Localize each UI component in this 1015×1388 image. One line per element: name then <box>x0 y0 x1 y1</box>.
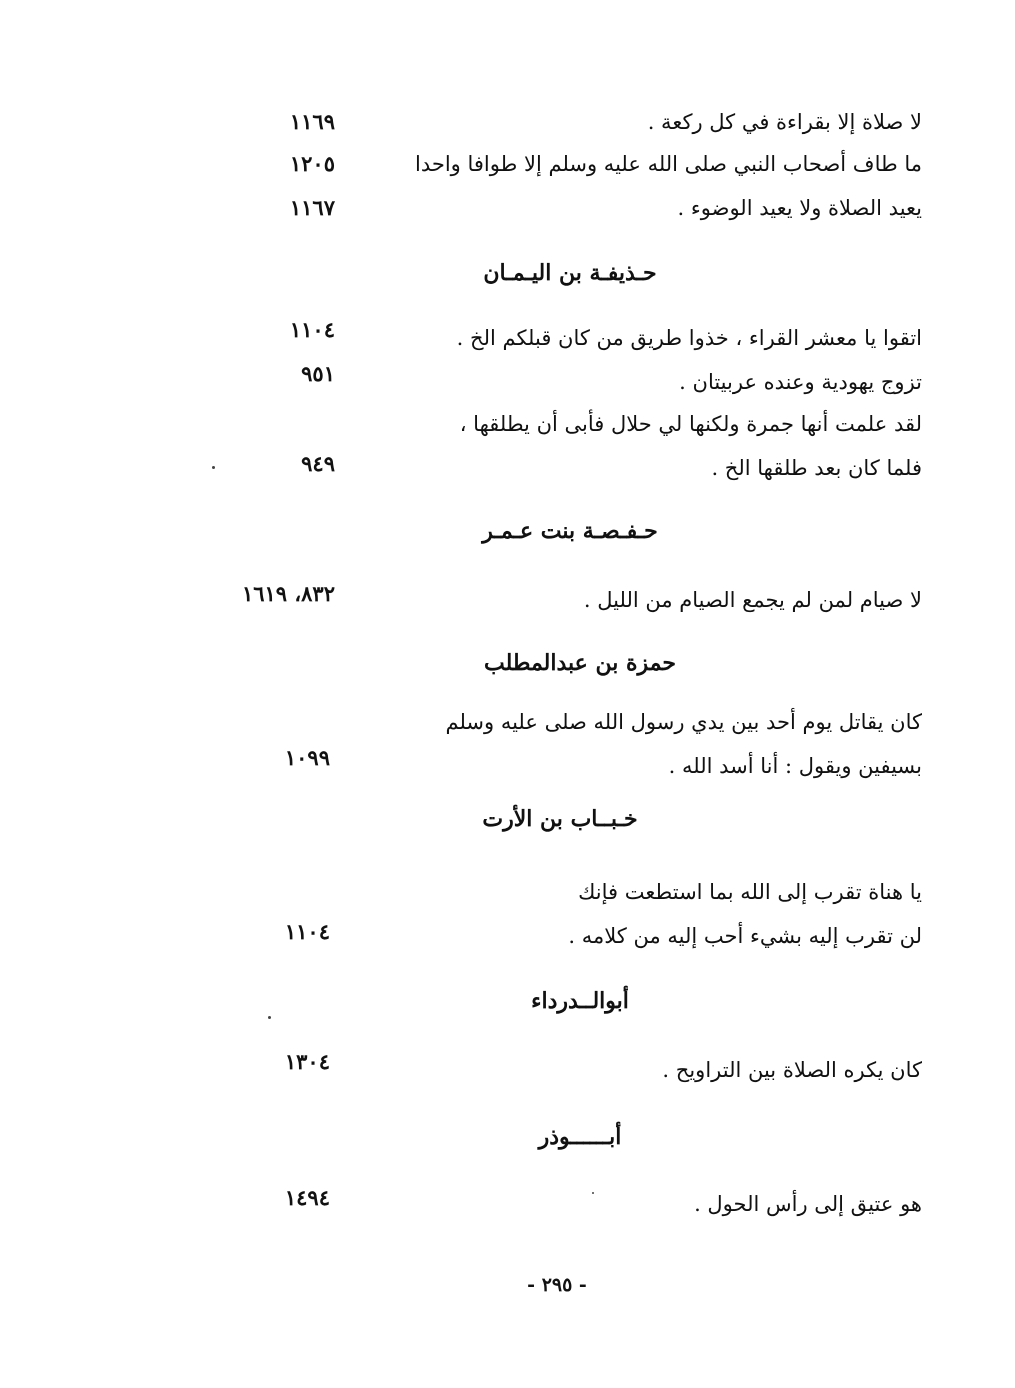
hadith-ref-number: ١٤٩٤ <box>284 1185 330 1210</box>
hadith-ref-number: ١١٠٤ <box>289 317 335 342</box>
section-heading: خـبــاب بن الأرت <box>482 806 638 832</box>
hadith-line: ما طاف أصحاب النبي صلى الله عليه وسلم إلا طوافا واحدا <box>414 152 922 176</box>
hadith-line: لقد علمت أنها جمرة ولكنها لي حلال فأبى أن يطلقها ، <box>459 412 922 436</box>
hadith-line: تزوج يهودية وعنده عربيتان . <box>679 370 922 394</box>
section-heading: حـذيفـة بن اليـمـان <box>483 260 657 286</box>
hadith-line: لا صلاة إلا بقراءة في كل ركعة . <box>647 110 922 134</box>
page-number: - ٢٩٥ - <box>527 1274 587 1296</box>
hadith-ref-number: ٩٥١ <box>301 361 335 386</box>
hadith-ref-number: ١٣٠٤ <box>284 1049 330 1074</box>
hadith-ref-number: ١٢٠٥ <box>289 151 335 176</box>
section-heading: أبــــــوذر <box>538 1124 622 1150</box>
hadith-line: يا هناة تقرب إلى الله بما استطعت فإنك <box>578 880 922 904</box>
hadith-ref-number: ٩٤٩ <box>301 451 335 476</box>
hadith-line: فلما كان بعد طلقها الخ . <box>711 456 922 480</box>
hadith-line: كان يكره الصلاة بين التراويح . <box>662 1058 922 1082</box>
section-heading: حمزة بن عبدالمطلب <box>484 650 676 676</box>
hadith-line: لا صيام لمن لم يجمع الصيام من الليل . <box>583 588 922 612</box>
hadith-line: يعيد الصلاة ولا يعيد الوضوء . <box>677 196 922 220</box>
hadith-ref-number: ٨٣٢، ١٦١٩ <box>241 581 335 606</box>
hadith-ref-number: ١١٠٤ <box>284 919 330 944</box>
section-heading: أبوالــدرداء <box>531 988 629 1014</box>
scan-speck <box>592 1192 594 1194</box>
hadith-ref-number: ١٠٩٩ <box>284 745 330 770</box>
hadith-ref-number: ١١٦٩ <box>289 109 335 134</box>
hadith-ref-number: ١١٦٧ <box>289 195 335 220</box>
hadith-line: لن تقرب إليه بشيء أحب إليه من كلامه . <box>568 924 922 948</box>
hadith-line: اتقوا يا معشر القراء ، خذوا طريق من كان قبلكم الخ . <box>456 326 922 350</box>
hadith-line: بسيفين ويقول : أنا أسد الله . <box>668 754 922 778</box>
scan-speck <box>268 1016 271 1019</box>
section-heading: حـفـصـة بنت عـمـر <box>482 518 658 544</box>
hadith-line: كان يقاتل يوم أحد بين يدي رسول الله صلى عليه وسلم <box>445 710 922 734</box>
hadith-line: هو عتيق إلى رأس الحول . <box>694 1192 922 1216</box>
scan-speck <box>212 466 215 469</box>
